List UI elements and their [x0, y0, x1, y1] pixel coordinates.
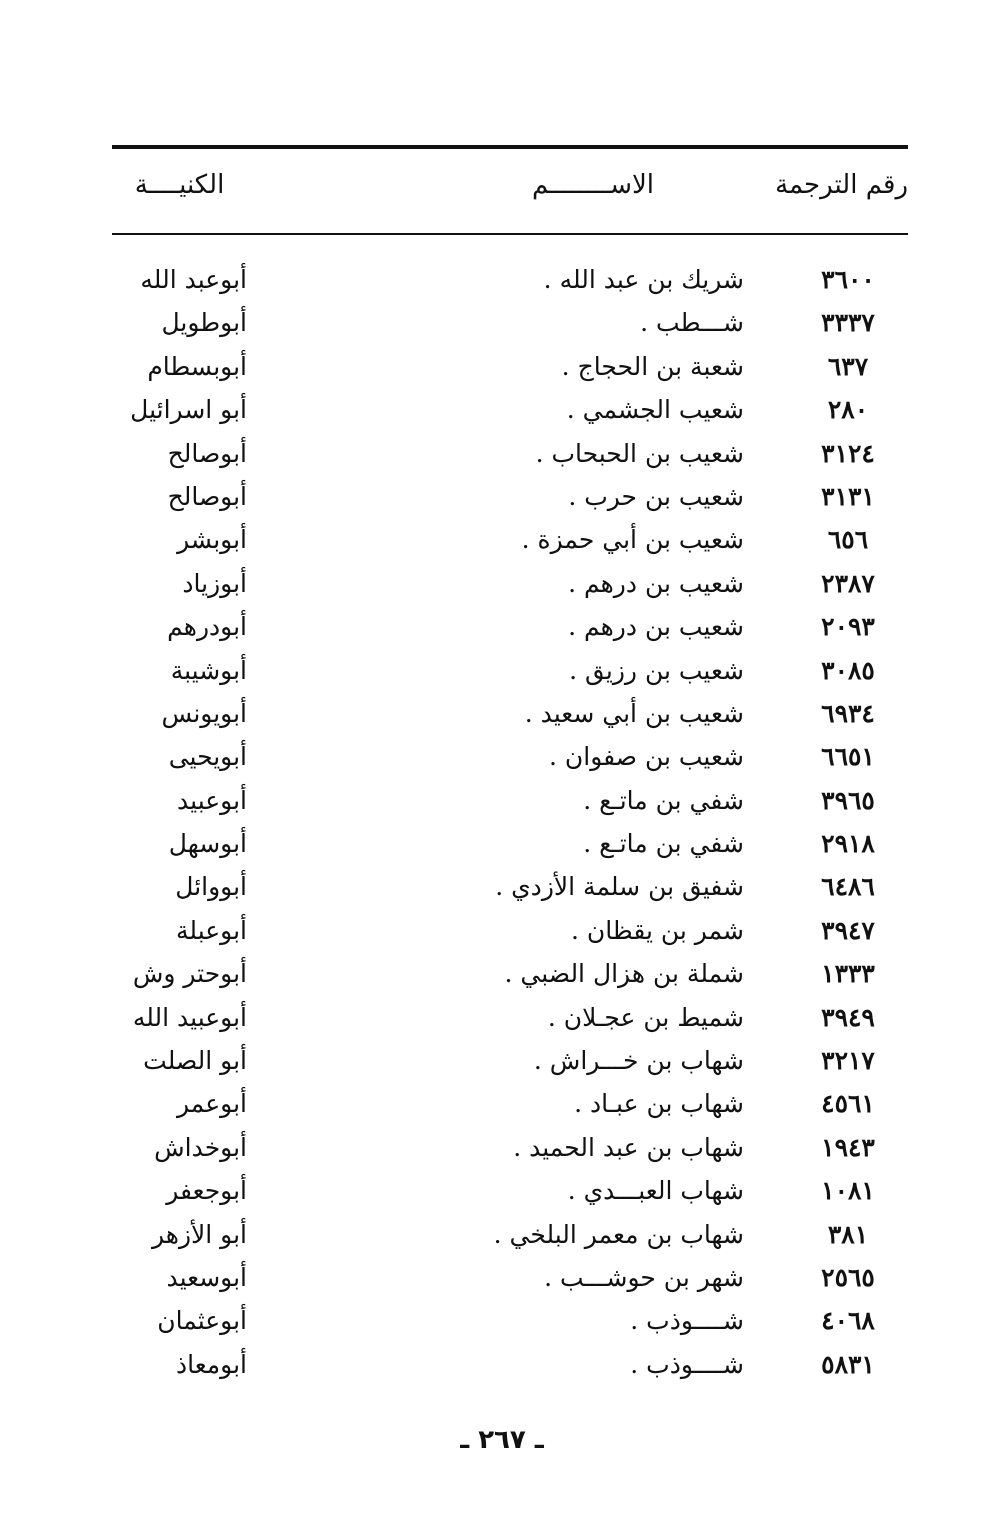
table-row [112, 1126, 908, 1169]
table-row [112, 1256, 908, 1299]
entry-number: ٣٦٠٠ [821, 265, 875, 294]
table-row [112, 258, 908, 301]
entry-kunya: أبوطويل [161, 308, 247, 338]
entry-name: شفي بن ماتـع . [583, 785, 744, 815]
entry-name: شعيب بن حرب . [568, 481, 744, 511]
table-row [112, 605, 908, 648]
entry-name: شعيب الجشمي . [566, 395, 744, 425]
table-row [112, 1213, 908, 1256]
entry-number: ٥٨٣١ [821, 1349, 875, 1379]
entry-name: شعيب بن أبي سعيد . [524, 698, 744, 728]
entry-number: ٣٩٤٩ [821, 1002, 875, 1032]
top-rule [112, 145, 908, 149]
table-row [112, 388, 908, 431]
entry-number: ٣٩٤٧ [821, 915, 875, 945]
entry-kunya: أبوصالح [167, 481, 247, 511]
entry-number: ٣١٢٤ [821, 438, 875, 468]
entry-number: ٢٥٦٥ [821, 1262, 875, 1292]
table-row [112, 735, 908, 778]
entry-number: ٣١٣١ [821, 481, 875, 511]
entry-kunya: أبو اسرائيل [130, 395, 247, 425]
entry-name: شعيب بن أبي حمزة . [521, 525, 744, 555]
entry-number: ٦٣٧ [827, 351, 869, 381]
entry-number: ١٠٨١ [821, 1176, 875, 1206]
entry-name: شفيق بن سلمة الأزدي . [495, 872, 744, 902]
entry-number: ٦٥٦ [827, 525, 869, 555]
table-row [112, 996, 908, 1039]
header-rule [112, 233, 908, 235]
entry-kunya: أبووائل [175, 872, 247, 902]
entry-kunya: أبوشيبة [170, 655, 247, 685]
entry-name: شــــوذب . [630, 1306, 744, 1336]
entry-kunya: أبوحتر وش [132, 959, 247, 989]
entry-kunya: أبوعبيد الله [132, 1002, 247, 1032]
header-kunya-label: الكنيــــة [134, 170, 225, 200]
entry-name: شفي بن ماتـع . [583, 829, 744, 859]
entry-kunya: أبوعبد الله [140, 265, 247, 294]
entry-kunya: أبوعثمان [157, 1306, 247, 1336]
page-number: ـ ٢٦٧ ـ [460, 1425, 544, 1455]
entry-kunya: أبو الأزهر [151, 1219, 247, 1249]
entry-number: ٤٥٦١ [821, 1089, 875, 1119]
entry-kunya: أبومعاذ [175, 1349, 247, 1379]
entry-name: شريك بن عبد الله . [543, 265, 744, 294]
entry-number: ٣٠٨٥ [821, 655, 875, 685]
entry-number: ٦٦٥١ [821, 742, 875, 772]
entry-name: شعيب بن رزيق . [569, 655, 744, 685]
entry-kunya: أبوجعفر [166, 1176, 247, 1206]
table-row [112, 649, 908, 692]
entry-number: ٦٤٨٦ [821, 872, 875, 902]
entry-number: ٤٠٦٨ [821, 1306, 875, 1336]
table-row [112, 1169, 908, 1212]
table-row [112, 1039, 908, 1082]
entry-name: شعيب بن صفوان . [549, 742, 744, 772]
entry-kunya: أبوعمر [177, 1089, 247, 1119]
entry-name: شهاب بن عبد الحميد . [513, 1132, 744, 1162]
table-row [112, 475, 908, 518]
entry-name: شملة بن هزال الضبي . [504, 959, 744, 989]
entry-kunya: أبوسعيد [166, 1262, 247, 1292]
entry-name: شعيب بن درهم . [568, 568, 744, 598]
entry-name: شعيب بن درهم . [568, 612, 744, 642]
table-header [112, 160, 908, 220]
table-row [112, 822, 908, 865]
table-row [112, 301, 908, 344]
entry-number: ٢٠٩٣ [821, 612, 875, 642]
entries-table [112, 258, 908, 1386]
entry-kunya: أبودرهم [167, 612, 247, 642]
entry-kunya: أبوبسطام [147, 351, 247, 381]
entry-number: ٣٢١٧ [821, 1046, 875, 1076]
table-row [112, 1082, 908, 1125]
table-row [112, 345, 908, 388]
entry-kunya: أبو الصلت [143, 1046, 247, 1076]
entry-kunya: أبوبشر [177, 525, 247, 555]
entry-number: ١٣٣٣ [821, 959, 875, 989]
entry-name: شــــوذب . [630, 1349, 744, 1379]
table-row [112, 1343, 908, 1386]
table-row [112, 909, 908, 952]
entry-kunya: أبويونس [161, 698, 247, 728]
entry-name: شعبة بن الحجاج . [561, 351, 744, 381]
table-row [112, 518, 908, 561]
table-row [112, 692, 908, 735]
entry-name: شهاب بن خـــراش . [533, 1046, 744, 1076]
entry-number: ٣٨١ [827, 1219, 869, 1249]
entry-kunya: أبوعبيد [177, 785, 247, 815]
entry-number: ٦٩٣٤ [821, 698, 875, 728]
entry-number: ٢٨٠ [827, 395, 869, 425]
entry-name: شـــطب . [640, 308, 744, 338]
table-row [112, 865, 908, 908]
table-row [112, 1299, 908, 1342]
entry-name: شهاب بن عبـاد . [574, 1089, 744, 1119]
entry-kunya: أبوخداش [154, 1132, 247, 1162]
entry-name: شميط بن عجـلان . [547, 1002, 744, 1032]
table-row [112, 952, 908, 995]
entry-kunya: أبوسهل [168, 829, 247, 859]
entry-kunya: أبوصالح [167, 438, 247, 468]
header-name-label: الاســــــــم [531, 170, 655, 200]
table-row [112, 432, 908, 475]
entry-kunya: أبوعبلة [176, 915, 247, 945]
entry-number: ٢٣٨٧ [821, 568, 875, 598]
entry-number: ٣٣٣٧ [821, 308, 875, 338]
entry-name: شعيب بن الحبحاب . [535, 438, 744, 468]
entry-number: ١٩٤٣ [821, 1132, 875, 1162]
table-row [112, 779, 908, 822]
entry-kunya: أبوزياد [182, 568, 247, 598]
entry-name: شمر بن يقظان . [570, 915, 744, 945]
entry-number: ٢٩١٨ [821, 829, 875, 859]
entry-name: شهاب بن معمر البلخي . [493, 1219, 744, 1249]
entry-name: شهاب العبـــدي . [567, 1176, 744, 1206]
entry-number: ٣٩٦٥ [821, 785, 875, 815]
header-number-label: رقم الترجمة [775, 170, 908, 200]
entry-name: شهر بن حوشـــب . [544, 1262, 744, 1292]
entry-kunya: أبويحيى [168, 742, 247, 772]
table-row [112, 562, 908, 605]
